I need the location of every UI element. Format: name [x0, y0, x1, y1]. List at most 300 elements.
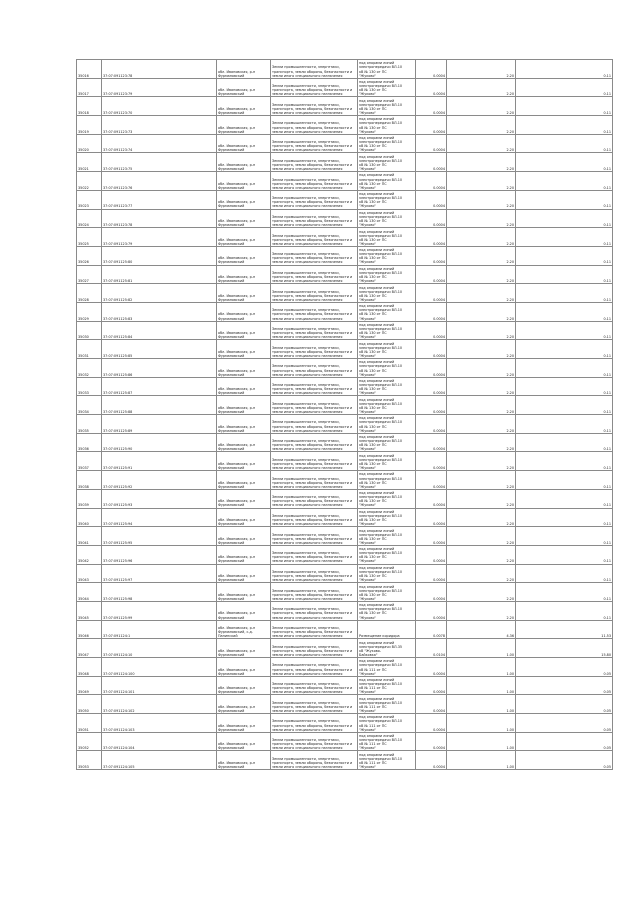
amount-cell: 0.11	[516, 452, 613, 471]
land-category-cell-line: земли иного специального назначения	[272, 708, 343, 713]
land-category-cell-line: Земли промышленности, энергетики,	[272, 177, 340, 182]
table-row	[77, 583, 613, 602]
address-cell-line: обл. Ивановская, р-н	[218, 443, 256, 448]
amount-cell: 0.05	[516, 658, 613, 677]
land-category-cell	[271, 527, 358, 546]
address-cell-line: Фурмановский	[218, 129, 245, 134]
table-row	[77, 508, 613, 527]
address-cell	[217, 676, 271, 695]
cadastral-number-cell: 37:07:091125:88	[102, 396, 217, 415]
amount-cell: 0.11	[516, 134, 613, 153]
address-cell-line: Фурмановский	[218, 316, 245, 321]
permitted-use-cell-line: электропередачи ВЛ-10	[359, 513, 403, 518]
land-category-cell-line: Земли промышленности, энергетики,	[272, 364, 340, 369]
land-category-cell-line: транспорта, земли обороны, безопасности и	[272, 760, 353, 765]
cadastral-number-cell: 37:07:091125:94	[102, 508, 217, 527]
land-category-cell-line: земли иного специального назначения	[272, 503, 343, 508]
address-cell	[217, 489, 271, 508]
value-cell: 2.20	[447, 265, 516, 284]
value-cell: 2.20	[447, 564, 516, 583]
address-cell-line: обл. Ивановская, р-н	[218, 536, 256, 541]
permitted-use-cell-line: кВ № 130 от ПС	[359, 405, 387, 410]
row-number-cell: 35052	[77, 732, 102, 751]
land-category-cell-line: земли иного специального назначения	[272, 148, 343, 153]
address-cell-line: Фурмановский	[218, 578, 245, 583]
permitted-use-cell-line: кВ № 130 от ПС	[359, 312, 387, 317]
land-category-cell-line: Земли промышленности, энергетики,	[272, 626, 340, 631]
row-number-cell: 35026	[77, 246, 102, 265]
permitted-use-cell-line: "Жуково"	[359, 503, 376, 508]
land-category-cell-line: Земли промышленности, энергетики,	[272, 345, 340, 350]
permitted-use-cell	[358, 172, 416, 191]
land-category-cell	[271, 209, 358, 228]
table-row	[77, 302, 613, 321]
land-category-cell-line: земли иного специального назначения	[272, 671, 343, 676]
land-category-cell-line: земли иного специального назначения	[272, 297, 343, 302]
cadastral-number-cell: 37:07:091125:96	[102, 545, 217, 564]
area-cell: 0.0004	[416, 302, 447, 321]
permitted-use-cell	[358, 714, 416, 733]
address-cell-line: обл. Ивановская, р-н	[218, 405, 256, 410]
land-category-cell-line: Земли промышленности, энергетики,	[272, 158, 340, 163]
permitted-use-cell-line: электропередачи ВЛ-10	[359, 233, 403, 238]
area-cell: 0.0004	[416, 284, 447, 303]
permitted-use-cell	[358, 302, 416, 321]
land-category-cell-line: транспорта, земли обороны, безопасности и	[272, 667, 353, 672]
address-cell	[217, 433, 271, 452]
land-category-cell-line: земли иного специального назначения	[272, 223, 343, 228]
table-row	[77, 714, 613, 733]
permitted-use-cell-line: кВ № 130 от ПС	[359, 200, 387, 205]
address-cell	[217, 695, 271, 714]
cadastral-number-cell: 37:07:091124:100	[102, 658, 217, 677]
permitted-use-cell-line: электропередачи ВЛ-10	[359, 327, 403, 332]
permitted-use-cell-line: под опорами линий	[359, 603, 395, 608]
table-row	[77, 97, 613, 116]
permitted-use-cell-line: электропередачи ВЛ-10	[359, 65, 403, 70]
area-cell: 0.0004	[416, 433, 447, 452]
address-cell-line: Фурмановский	[218, 522, 245, 527]
permitted-use-cell-line: электропередачи ВЛ-10	[359, 607, 403, 612]
permitted-use-cell-line: "Жуково"	[359, 110, 376, 115]
land-category-cell	[271, 658, 358, 677]
permitted-use-cell-line: под опорами линий	[359, 565, 395, 570]
address-cell	[217, 658, 271, 677]
land-category-cell-line: Земли промышленности, энергетики,	[272, 569, 340, 574]
land-category-cell-line: земли иного специального назначения	[272, 484, 343, 489]
table-row	[77, 396, 613, 415]
cadastral-number-cell: 37:07:091125:82	[102, 284, 217, 303]
land-category-cell-line: транспорта, земли обороны, безопасности и	[272, 723, 353, 728]
land-category-cell	[271, 340, 358, 359]
address-cell-line: Фурмановский	[218, 466, 245, 471]
land-category-cell-line: земли иного специального назначения	[272, 260, 343, 265]
address-cell-line: обл. Ивановская, р-н	[218, 349, 256, 354]
table-row	[77, 284, 613, 303]
row-number-cell: 35032	[77, 359, 102, 378]
amount-cell: 0.11	[516, 564, 613, 583]
address-cell-line: обл. Ивановская, р-н	[218, 704, 256, 709]
land-category-cell-line: Земли промышленности, энергетики,	[272, 682, 340, 687]
cadastral-number-cell: 37:07:091123:76	[102, 172, 217, 191]
permitted-use-cell-line: кВ № 130 от ПС	[359, 499, 387, 504]
permitted-use-cell	[358, 246, 416, 265]
table-row	[77, 545, 613, 564]
permitted-use-cell-line: кВ № 130 от ПС	[359, 88, 387, 93]
row-number-cell: 35024	[77, 209, 102, 228]
address-cell-line: Фурмановский	[218, 185, 245, 190]
address-cell-line: обл. Ивановская, р-н	[218, 162, 256, 167]
permitted-use-cell-line: кВ № 111 от ПС	[359, 742, 387, 747]
address-cell-line: обл. Ивановская, р-н	[218, 256, 256, 261]
address-cell-line: обл. Ивановская, р-н	[218, 424, 256, 429]
permitted-use-cell	[358, 396, 416, 415]
land-category-cell-line: Земли промышленности, энергетики,	[272, 532, 340, 537]
address-cell-line: обл. Ивановская, р-н	[218, 125, 256, 130]
table-row	[77, 209, 613, 228]
permitted-use-cell-line: под опорами линий	[359, 416, 395, 421]
address-cell-line: обл. Ивановская, р-н	[218, 611, 256, 616]
amount-cell: 0.11	[516, 601, 613, 620]
land-category-cell-line: Земли промышленности, энергетики,	[272, 401, 340, 406]
land-category-cell-line: транспорта, земли обороны, безопасности и	[272, 331, 353, 336]
table-row	[77, 359, 613, 378]
permitted-use-cell-line: "Жуково"	[359, 615, 376, 620]
value-cell: 1.00	[447, 732, 516, 751]
land-category-cell-line: земли иного специального назначения	[272, 690, 343, 695]
table-row	[77, 153, 613, 172]
value-cell: 2.20	[447, 433, 516, 452]
cadastral-number-cell: 37:07:091125:98	[102, 583, 217, 602]
address-cell	[217, 377, 271, 396]
permitted-use-cell-line: электропередачи ВЛ-10	[359, 140, 403, 145]
value-cell: 2.20	[447, 172, 516, 191]
land-category-cell-line: Земли промышленности, энергетики,	[272, 738, 340, 743]
amount-cell: 0.11	[516, 321, 613, 340]
permitted-use-cell-line: электропередачи ВЛ-10	[359, 102, 403, 107]
cadastral-number-cell: 37:07:091125:83	[102, 302, 217, 321]
area-cell: 0.0004	[416, 415, 447, 434]
address-cell-line: обл. Ивановская, р-н	[218, 275, 256, 280]
address-cell	[217, 601, 271, 620]
permitted-use-cell-line: кВ № 130 от ПС	[359, 181, 387, 186]
permitted-use-cell	[358, 265, 416, 284]
land-category-cell	[271, 639, 358, 658]
permitted-use-cell-line: кВ № 130 от ПС	[359, 518, 387, 522]
permitted-use-cell-line: под опорами линий	[359, 491, 395, 496]
land-category-cell-line: Земли промышленности, энергетики,	[272, 439, 340, 444]
address-cell-line: Фурмановский	[218, 279, 245, 284]
address-cell	[217, 60, 271, 79]
permitted-use-cell	[358, 489, 416, 508]
permitted-use-cell	[358, 620, 416, 639]
permitted-use-cell-line: "Жуково"	[359, 241, 376, 246]
permitted-use-cell-line: "Жуково"	[359, 167, 376, 172]
row-number-cell: 35031	[77, 340, 102, 359]
land-category-cell-line: транспорта, земли обороны, безопасности и	[272, 574, 353, 579]
address-cell-line: обл. Ивановская, р-н	[218, 368, 256, 373]
address-cell-line: Фурмановский	[218, 484, 245, 489]
address-cell-line: Фурмановский	[218, 447, 245, 452]
permitted-use-cell-line: кВ № 130 от ПС	[359, 162, 387, 167]
value-cell: 4.36	[447, 620, 516, 639]
value-cell: 2.20	[447, 246, 516, 265]
cadastral-number-cell: 37:07:091125:95	[102, 527, 217, 546]
value-cell: 2.20	[447, 601, 516, 620]
permitted-use-cell	[358, 97, 416, 116]
amount-cell: 0.11	[516, 527, 613, 546]
land-category-cell-line: транспорта, земли обороны, безопасности и	[272, 368, 353, 373]
permitted-use-cell-line: под опорами линий	[359, 528, 395, 533]
value-cell: 2.20	[447, 116, 516, 135]
permitted-use-cell-line: под опорами линий	[359, 453, 395, 458]
amount-cell: 0.11	[516, 116, 613, 135]
table-row	[77, 471, 613, 490]
row-number-cell: 35041	[77, 527, 102, 546]
land-category-cell-line: транспорта, земли обороны, безопасности и	[272, 162, 353, 167]
permitted-use-cell	[358, 209, 416, 228]
registry-table-body	[77, 60, 613, 770]
permitted-use-cell-line: под опорами линий	[359, 584, 395, 589]
amount-cell: 0.11	[516, 265, 613, 284]
land-category-cell	[271, 601, 358, 620]
area-cell: 0.0004	[416, 471, 447, 490]
permitted-use-cell	[358, 527, 416, 546]
table-row	[77, 228, 613, 247]
permitted-use-cell	[358, 545, 416, 564]
land-category-cell-line: транспорта, земли обороны, безопасности и	[272, 181, 353, 186]
value-cell: 2.20	[447, 60, 516, 79]
table-row	[77, 489, 613, 508]
address-cell-line: Фурмановский	[218, 223, 245, 228]
table-row	[77, 564, 613, 583]
area-cell: 0.0004	[416, 564, 447, 583]
permitted-use-cell-line: электропередачи ВЛ-10	[359, 457, 403, 462]
address-cell-line: Фурмановский	[218, 652, 245, 657]
cadastral-number-cell: 37:07:091123:78	[102, 60, 217, 79]
cadastral-number-cell: 37:07:091125:84	[102, 321, 217, 340]
permitted-use-cell-line: кВ № 130 от ПС	[359, 555, 387, 560]
address-cell-line: Фурмановский	[218, 540, 245, 545]
address-cell	[217, 340, 271, 359]
address-cell-line: Панинский	[218, 634, 238, 639]
permitted-use-cell-line: кВ № 130 от ПС	[359, 256, 387, 261]
land-category-cell-line: транспорта, земли обороны, безопасности и	[272, 293, 353, 298]
amount-cell: 0.11	[516, 340, 613, 359]
address-cell-line: Фурмановский	[218, 241, 245, 246]
land-category-cell-line: транспорта, земли обороны, безопасности и	[272, 144, 353, 149]
permitted-use-cell-line: "Жуково"	[359, 185, 376, 190]
cadastral-number-cell: 37:07:091123:70	[102, 97, 217, 116]
area-cell: 0.0004	[416, 714, 447, 733]
permitted-use-cell	[358, 60, 416, 79]
permitted-use-cell-line: под опорами линий	[359, 248, 395, 253]
area-cell: 0.0004	[416, 209, 447, 228]
land-category-cell-line: земли иного специального назначения	[272, 540, 343, 545]
address-cell	[217, 190, 271, 209]
address-cell-line: обл. Ивановская, р-н	[218, 555, 256, 560]
permitted-use-cell-line: кВ № 130 от ПС	[359, 574, 387, 579]
address-cell-line: обл. Ивановская, р-н	[218, 760, 256, 765]
area-cell: 0.0004	[416, 601, 447, 620]
area-cell: 0.0004	[416, 340, 447, 359]
address-cell-line: Фурмановский	[218, 671, 245, 676]
permitted-use-cell-line: кВ № 130 от ПС	[359, 275, 387, 280]
land-category-cell-line: земли иного специального назначения	[272, 578, 343, 583]
permitted-use-cell	[358, 564, 416, 583]
table-row	[77, 452, 613, 471]
permitted-use-cell-line: под опорами линий	[359, 379, 395, 383]
permitted-use-cell-line: под опорами линий	[359, 173, 395, 178]
area-cell: 0.0004	[416, 583, 447, 602]
value-cell: 1.00	[447, 714, 516, 733]
land-category-cell-line: Земли промышленности, энергетики,	[272, 65, 340, 70]
row-number-cell: 35042	[77, 545, 102, 564]
address-cell-line: обл. Ивановская, р-н	[218, 237, 256, 242]
land-category-cell-line: Земли промышленности, энергетики,	[272, 214, 340, 219]
permitted-use-cell-line: под опорами линий	[359, 715, 395, 720]
permitted-use-cell-line: кВ № 130 от ПС	[359, 125, 387, 130]
land-category-cell-line: Земли промышленности, энергетики,	[272, 289, 340, 294]
permitted-use-cell-line: "Жуково"	[359, 540, 376, 545]
area-cell: 0.0078	[416, 620, 447, 639]
table-row	[77, 601, 613, 620]
land-category-cell-line: транспорта, земли обороны, безопасности и	[272, 405, 353, 410]
area-cell: 0.0004	[416, 190, 447, 209]
table-row	[77, 246, 613, 265]
land-category-cell-line: транспорта, земли обороны, безопасности и	[272, 611, 353, 616]
table-row	[77, 60, 613, 79]
amount-cell: 0.05	[516, 695, 613, 714]
area-cell: 0.0004	[416, 695, 447, 714]
cadastral-number-cell: 37:07:091125:87	[102, 377, 217, 396]
land-category-cell	[271, 284, 358, 303]
land-category-cell	[271, 172, 358, 191]
permitted-use-cell	[358, 751, 416, 770]
value-cell: 1.00	[447, 658, 516, 677]
address-cell	[217, 620, 271, 639]
land-category-cell-line: земли иного специального назначения	[272, 73, 343, 78]
permitted-use-cell-line: под опорами линий	[359, 397, 395, 402]
land-category-cell-line: земли иного специального назначения	[272, 746, 343, 751]
table-row	[77, 116, 613, 135]
permitted-use-cell	[358, 471, 416, 490]
land-category-cell-line: Земли промышленности, энергетики,	[272, 383, 340, 388]
address-cell	[217, 415, 271, 434]
address-cell	[217, 78, 271, 97]
amount-cell: 0.11	[516, 172, 613, 191]
permitted-use-cell-line: кВ № 130 от ПС	[359, 536, 387, 541]
address-cell-line: Фурмановский	[218, 746, 245, 751]
land-category-cell-line: транспорта, земли обороны, безопасности и	[272, 461, 353, 466]
permitted-use-cell-line: под опорами линий	[359, 98, 395, 103]
row-number-cell: 35029	[77, 302, 102, 321]
row-number-cell: 35049	[77, 676, 102, 695]
address-cell-line: Фурмановский	[218, 727, 245, 732]
address-cell-line: Фурмановский	[218, 708, 245, 713]
land-category-cell-line: Земли промышленности, энергетики,	[272, 140, 340, 145]
table-row	[77, 321, 613, 340]
permitted-use-cell-line: электропередачи ВЛ-10	[359, 756, 403, 761]
permitted-use-cell	[358, 732, 416, 751]
permitted-use-cell-line: под опорами линий	[359, 192, 395, 197]
permitted-use-cell-line: под опорами линий	[359, 341, 395, 346]
amount-cell: 0.11	[516, 396, 613, 415]
address-cell	[217, 396, 271, 415]
permitted-use-cell-line: кВ № 111 от ПС	[359, 704, 387, 709]
address-cell	[217, 732, 271, 751]
amount-cell: 0.11	[516, 545, 613, 564]
address-cell-line: обл. Ивановская, р-н	[218, 144, 256, 149]
permitted-use-cell-line: "Жуково"	[359, 223, 376, 228]
address-cell	[217, 714, 271, 733]
permitted-use-cell-line: "Жуково"	[359, 148, 376, 153]
permitted-use-cell-line: "Жуково"	[359, 690, 376, 695]
permitted-use-cell-line: "Жуково"	[359, 559, 376, 564]
cadastral-number-cell: 37:07:091125:85	[102, 340, 217, 359]
table-row	[77, 78, 613, 97]
address-cell-line: Фурмановский	[218, 559, 245, 564]
amount-cell: 0.11	[516, 471, 613, 490]
permitted-use-cell	[358, 658, 416, 677]
permitted-use-cell	[358, 601, 416, 620]
permitted-use-cell-line: "Жуково"	[359, 260, 376, 265]
land-category-cell	[271, 153, 358, 172]
land-category-cell-line: земли иного специального назначения	[272, 765, 343, 770]
table-row	[77, 190, 613, 209]
land-category-cell	[271, 695, 358, 714]
permitted-use-cell-line: под опорами линий	[359, 696, 395, 701]
cadastral-number-cell: 37:07:091125:90	[102, 433, 217, 452]
address-cell-line: обл. Ивановская, р-н	[218, 88, 256, 93]
address-cell-line: Фурмановский	[218, 690, 245, 695]
permitted-use-cell-line: "Жуково"	[359, 466, 376, 471]
permitted-use-cell	[358, 676, 416, 695]
address-cell-line: обл. Ивановская, р-н	[218, 667, 256, 672]
area-cell: 0.0004	[416, 396, 447, 415]
row-number-cell: 35030	[77, 321, 102, 340]
cadastral-number-cell: 37:07:091124:103	[102, 714, 217, 733]
permitted-use-cell-line: "Жуково"	[359, 522, 376, 527]
address-cell	[217, 751, 271, 770]
amount-cell: 0.11	[516, 209, 613, 228]
cadastral-number-cell: 37:07:091125:89	[102, 415, 217, 434]
value-cell: 2.20	[447, 97, 516, 116]
address-cell-line: обл. Ивановская, р-н	[218, 648, 256, 653]
permitted-use-cell	[358, 340, 416, 359]
address-cell-line: Фурмановский	[218, 92, 245, 97]
land-category-cell-line: земли иного специального назначения	[272, 727, 343, 732]
permitted-use-cell-line: электропередачи ВЛ-10	[359, 569, 403, 574]
permitted-use-cell-line: "Жуково"	[359, 765, 376, 770]
address-cell-line: Фурмановский	[218, 615, 245, 620]
amount-cell: 0.11	[516, 190, 613, 209]
permitted-use-cell-line: электропередачи ВЛ-10	[359, 551, 403, 556]
row-number-cell: 35037	[77, 452, 102, 471]
permitted-use-cell-line: кВ № 111 от ПС	[359, 686, 387, 691]
permitted-use-cell-line: электропередачи ВЛ-10	[359, 345, 403, 350]
land-category-cell-line: транспорта, земли обороны, безопасности и	[272, 742, 353, 747]
land-category-cell-line: земли иного специального назначения	[272, 652, 343, 657]
permitted-use-cell	[358, 377, 416, 396]
land-category-cell-line: Земли промышленности, энергетики,	[272, 551, 340, 556]
permitted-use-cell-line: Размещение коридора	[359, 634, 400, 639]
permitted-use-cell	[358, 695, 416, 714]
cadastral-number-cell: 37:07:091124:1	[102, 620, 217, 639]
land-category-cell-line: земли иного специального назначения	[272, 615, 343, 620]
permitted-use-cell-line: кВ № 130 от ПС	[359, 387, 387, 392]
permitted-use-cell-line: электропередачи ВЛ-10	[359, 84, 403, 89]
